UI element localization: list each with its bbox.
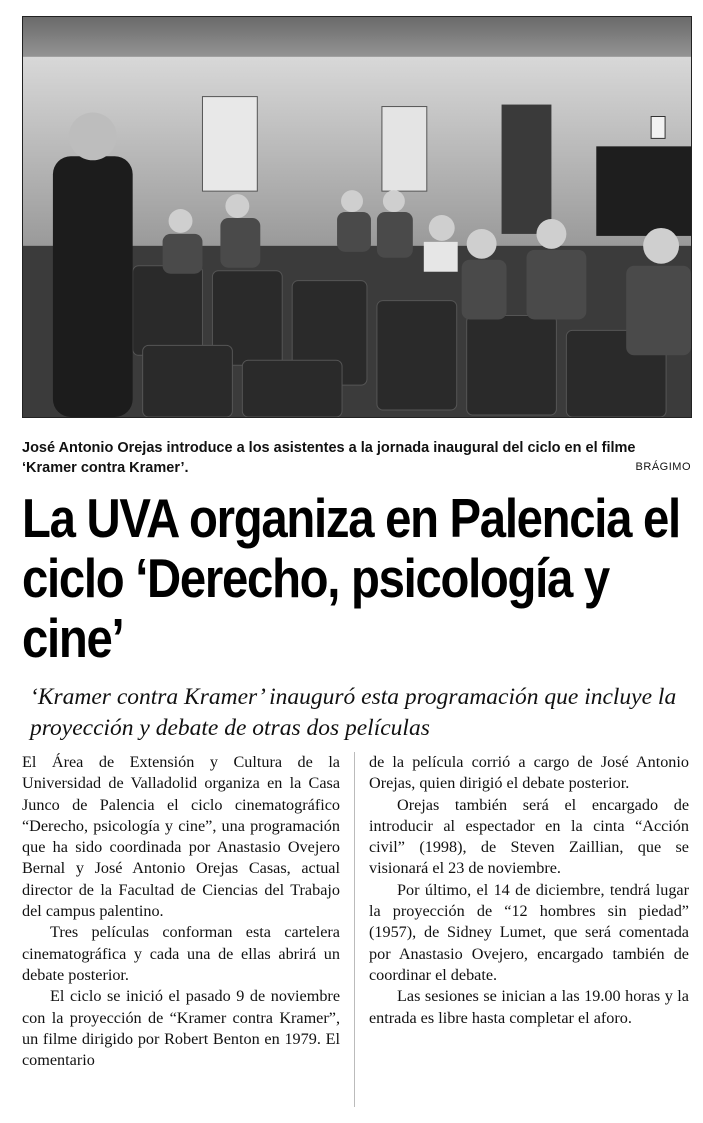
paragraph: Tres películas conforman esta cartelera cinematográfica y cada una de ellas abrirá un debate posterior.: [22, 923, 340, 984]
paragraph: El ciclo se inició el pasado 9 de noviembre con la proyección de “Kramer contra Kramer”, un filme dirigido por Robert Benton en 1979. El comentario: [22, 987, 340, 1070]
body-column-left: [22, 752, 340, 1071]
paragraph: Por último, el 14 de diciembre, tendrá lugar la proyección de “12 hombres sin piedad” (1957), de Sidney Lumet, que será comentada por Anastasio Ovejero, encargado también de coordinar el debate.: [369, 880, 689, 984]
body-column-right: [369, 752, 689, 1029]
photo-credit: BRÁGIMO: [635, 461, 691, 473]
paragraph: Orejas también será el encargado de introducir al espectador en la cinta “Acción civil” (1998), de Steven Zaillian, que se visionará el 23 de noviembre.: [369, 795, 689, 878]
lecture-room-photo: [23, 17, 691, 417]
paragraph: de la película corrió a cargo de José Antonio Orejas, quien dirigió el debate posterior.: [369, 753, 689, 793]
news-photo: [22, 16, 692, 418]
subheadline: ‘Kramer contra Kramer’ inauguró esta programación que incluye la proyección y debate de otras dos películas: [30, 684, 677, 741]
column-divider: [354, 752, 355, 1107]
headline: La UVA organiza en Palencia el ciclo ‘Derecho, psicología y cine’: [22, 487, 680, 669]
photo-caption: José Antonio Orejas introduce a los asistentes a la jornada inaugural del ciclo en el filme ‘Kramer contra Kramer’.: [22, 440, 636, 476]
paragraph: El Área de Extensión y Cultura de la Universidad de Valladolid organiza en la Casa Junco de Palencia el ciclo cinematográfico “Derecho, psicología y cine”, una programación que ha sido coordinada por Anastasio Ovejero Bernal y José Antonio Orejas Casas, actual director de la Facultad de Ciencias del Trabajo del campus palentino.: [22, 753, 340, 921]
paragraph: Las sesiones se inician a las 19.00 horas y la entrada es libre hasta completar el aforo.: [369, 987, 689, 1027]
